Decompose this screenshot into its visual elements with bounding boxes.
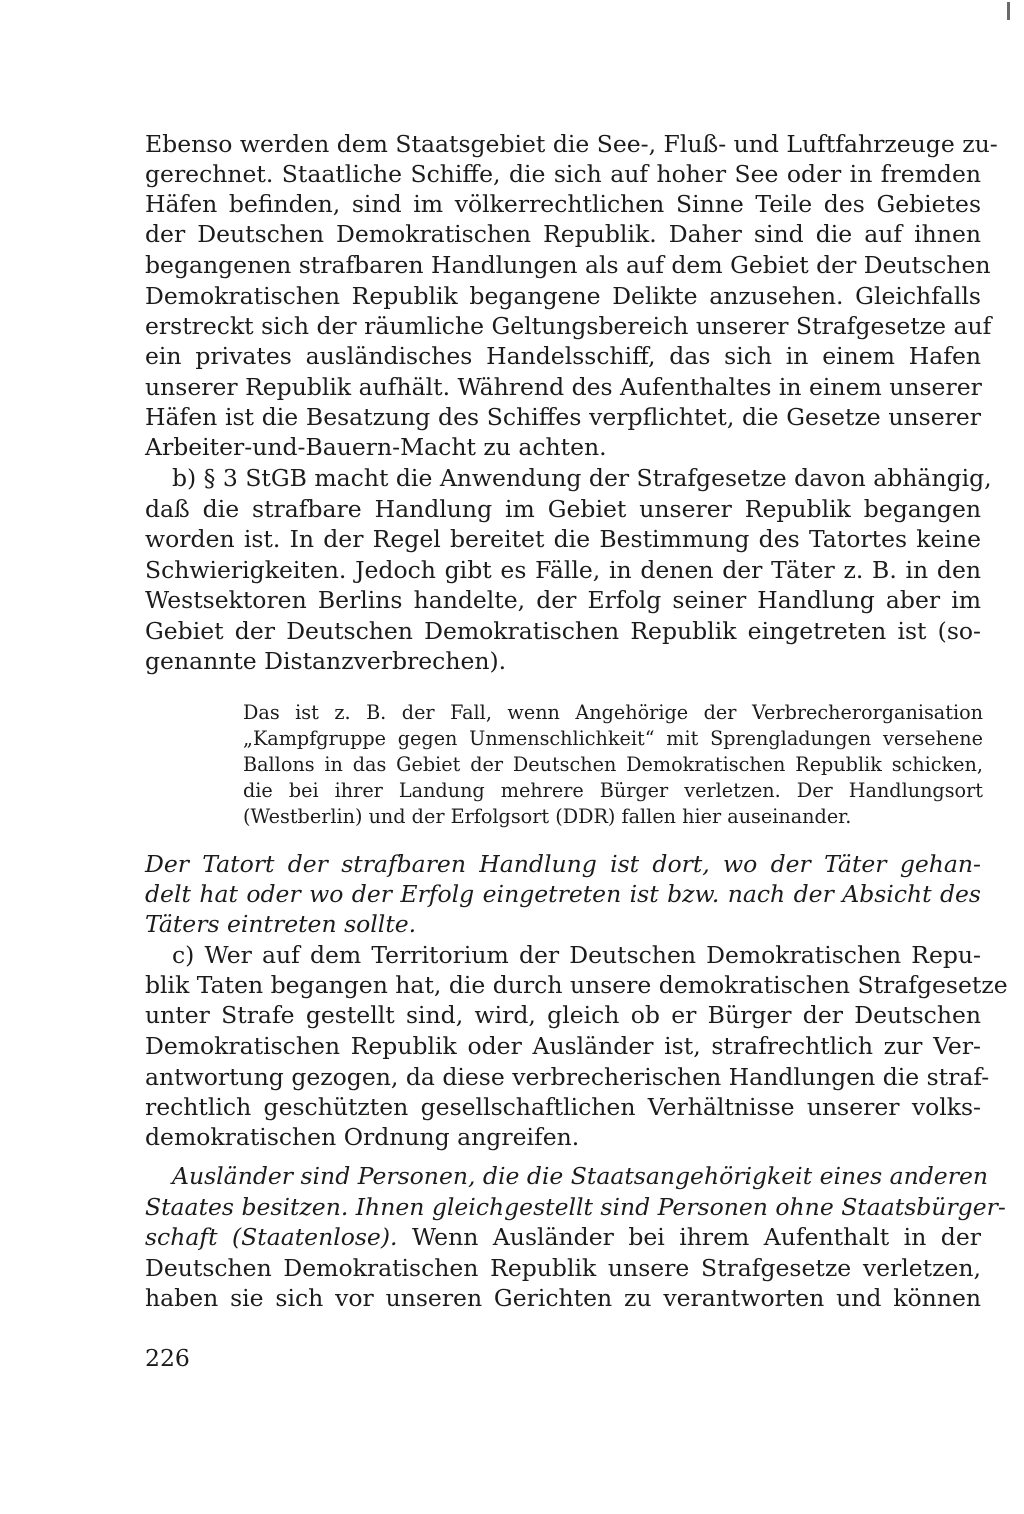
section-b-line: worden ist. In der Regel bereitet die Bestimmung des Tatortes keine <box>145 525 981 553</box>
text-line: der Deutschen Demokratischen Republik. Daher sind die auf ihnen <box>145 220 981 248</box>
section-b-line: Westsektoren Berlins handelte, der Erfolg seiner Handlung aber im <box>145 586 981 614</box>
text-line: unserer Republik aufhält. Während des Aufenthaltes in einem unserer <box>145 373 982 401</box>
tatort-definition-line: delt hat oder wo der Erfolg eingetreten ist bzw. nach der Absicht des <box>145 880 981 908</box>
section-c-line: rechtlich geschützten gesellschaftlichen Verhältnisse unserer volks- <box>145 1093 981 1121</box>
text-line: begangenen strafbaren Handlungen als auf dem Gebiet der Deutschen <box>145 251 991 279</box>
section-c-line: Demokratischen Republik oder Ausländer ist, strafrechtlich zur Ver- <box>145 1032 981 1060</box>
example-note-line: (Westberlin) und der Erfolgsort (DDR) fallen hier auseinander. <box>243 805 852 828</box>
auslaender-definition-line: Ausländer sind Personen, die die Staatsangehörigkeit eines anderen <box>172 1162 988 1190</box>
example-note-line: Ballons in das Gebiet der Deutschen Demokratischen Republik schicken, <box>243 753 983 776</box>
text-line: ein privates ausländisches Handelsschiff, das sich in einem Hafen <box>145 342 981 370</box>
section-b-line: b) § 3 StGB macht die Anwendung der Strafgesetze davon abhängig, <box>172 464 992 492</box>
tatort-definition-line: Täters eintreten sollte. <box>145 910 417 938</box>
auslaender-definition-line: Staates besitzen. Ihnen gleichgestellt sind Personen ohne Staatsbürger- <box>145 1193 1006 1221</box>
text-line: Ebenso werden dem Staatsgebiet die See-, Fluß- und Luftfahrzeuge zu- <box>145 130 998 158</box>
section-c-line: c) Wer auf dem Territorium der Deutschen Demokratischen Repu- <box>172 941 981 969</box>
text-line: Häfen ist die Besatzung des Schiffes verpflichtet, die Gesetze unserer <box>145 403 981 431</box>
section-c-line: blik Taten begangen hat, die durch unsere demokratischen Strafgesetze <box>145 971 1008 999</box>
text-line: Arbeiter-und-Bauern-Macht zu achten. <box>145 433 607 461</box>
scan-edge-mark <box>1007 2 1010 20</box>
auslaender-mixed-line <box>145 1222 981 1252</box>
auslaender-definition-end: schaft (Staatenlose). <box>145 1223 398 1251</box>
text-line: Häfen befinden, sind im völkerrechtlichen Sinne Teile des Gebietes <box>145 190 981 218</box>
example-note-line: Das ist z. B. der Fall, wenn Angehörige der Verbrecherorganisation <box>243 701 983 724</box>
section-c-line: antwortung gezogen, da diese verbrecherischen Handlungen die straf- <box>145 1063 990 1091</box>
section-b-line: Gebiet der Deutschen Demokratischen Republik eingetreten ist (so- <box>145 617 981 645</box>
text-line: erstreckt sich der räumliche Geltungsbereich unserer Strafgesetze auf <box>145 312 992 340</box>
tatort-definition-line: Der Tatort der strafbaren Handlung ist dort, wo der Täter gehan- <box>145 850 981 878</box>
section-c-line: demokratischen Ordnung angreifen. <box>145 1123 580 1151</box>
section-b-line: daß die strafbare Handlung im Gebiet unserer Republik begangen <box>145 495 981 523</box>
section-b-line: genannte Distanzverbrechen). <box>145 647 507 675</box>
text-line: Demokratischen Republik begangene Delikte anzusehen. Gleichfalls <box>145 282 981 310</box>
section-c-line: unter Strafe gestellt sind, wird, gleich ob er Bürger der Deutschen <box>145 1001 981 1029</box>
auslaender-text-line: haben sie sich vor unseren Gerichten zu verantworten und können <box>145 1284 981 1312</box>
example-note-line: „Kampfgruppe gegen Unmenschlichkeit“ mit Sprengladungen versehene <box>243 727 983 750</box>
text-line: gerechnet. Staatliche Schiffe, die sich auf hoher See oder in fremden <box>145 160 981 188</box>
page-number: 226 <box>145 1344 190 1372</box>
section-b-line: Schwierigkeiten. Jedoch gibt es Fälle, in denen der Täter z. B. in den <box>145 556 981 584</box>
auslaender-text-line: Deutschen Demokratischen Republik unsere Strafgesetze verletzen, <box>145 1254 981 1282</box>
example-note-line: die bei ihrer Landung mehrere Bürger verletzen. Der Handlungsort <box>243 779 983 802</box>
auslaender-text-start: Wenn Ausländer bei ihrem Aufenthalt in der <box>397 1223 981 1251</box>
